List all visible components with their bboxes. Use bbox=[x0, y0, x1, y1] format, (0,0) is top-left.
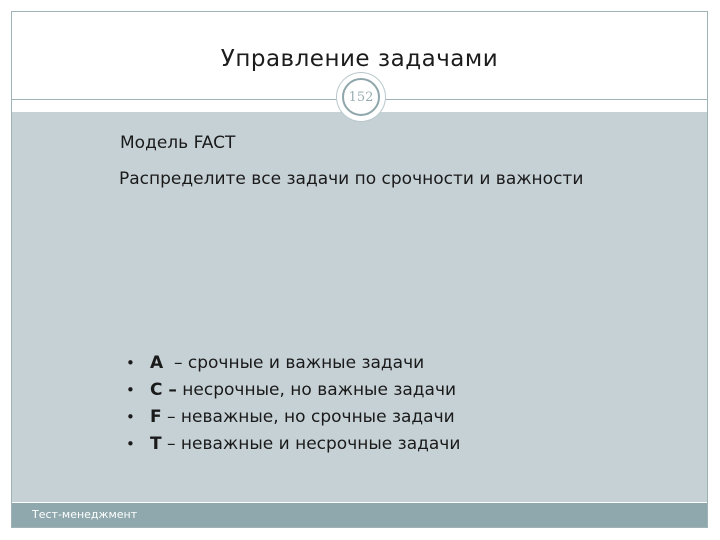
footer-text: Тест-менеджмент bbox=[32, 508, 138, 521]
item-text: – неважные и несрочные задачи bbox=[161, 434, 461, 454]
bullet-icon: • bbox=[126, 354, 135, 372]
list-item bbox=[118, 431, 460, 458]
item-key: A bbox=[150, 353, 164, 373]
item-key: C – bbox=[150, 380, 177, 400]
page-number: 152 bbox=[342, 78, 380, 116]
list-item bbox=[118, 377, 460, 404]
item-key: F bbox=[150, 407, 162, 427]
bullet-icon: • bbox=[126, 381, 135, 399]
item-text: – неважные, но срочные задачи bbox=[161, 407, 455, 427]
fact-list bbox=[118, 350, 460, 458]
instruction-text: Распределите все задачи по срочности и важности bbox=[119, 169, 584, 189]
item-text: – срочные и важные задачи bbox=[163, 353, 425, 373]
bullet-icon: • bbox=[126, 435, 135, 453]
page-number-badge bbox=[337, 73, 385, 121]
model-heading: Модель FACT bbox=[120, 133, 236, 153]
item-text: несрочные, но важные задачи bbox=[176, 380, 457, 400]
footer-bar bbox=[12, 503, 707, 527]
list-item bbox=[118, 404, 460, 431]
bullet-icon: • bbox=[126, 408, 135, 426]
slide-title: Управление задачами bbox=[220, 46, 499, 72]
item-key: T bbox=[150, 434, 162, 454]
list-item bbox=[118, 350, 460, 377]
